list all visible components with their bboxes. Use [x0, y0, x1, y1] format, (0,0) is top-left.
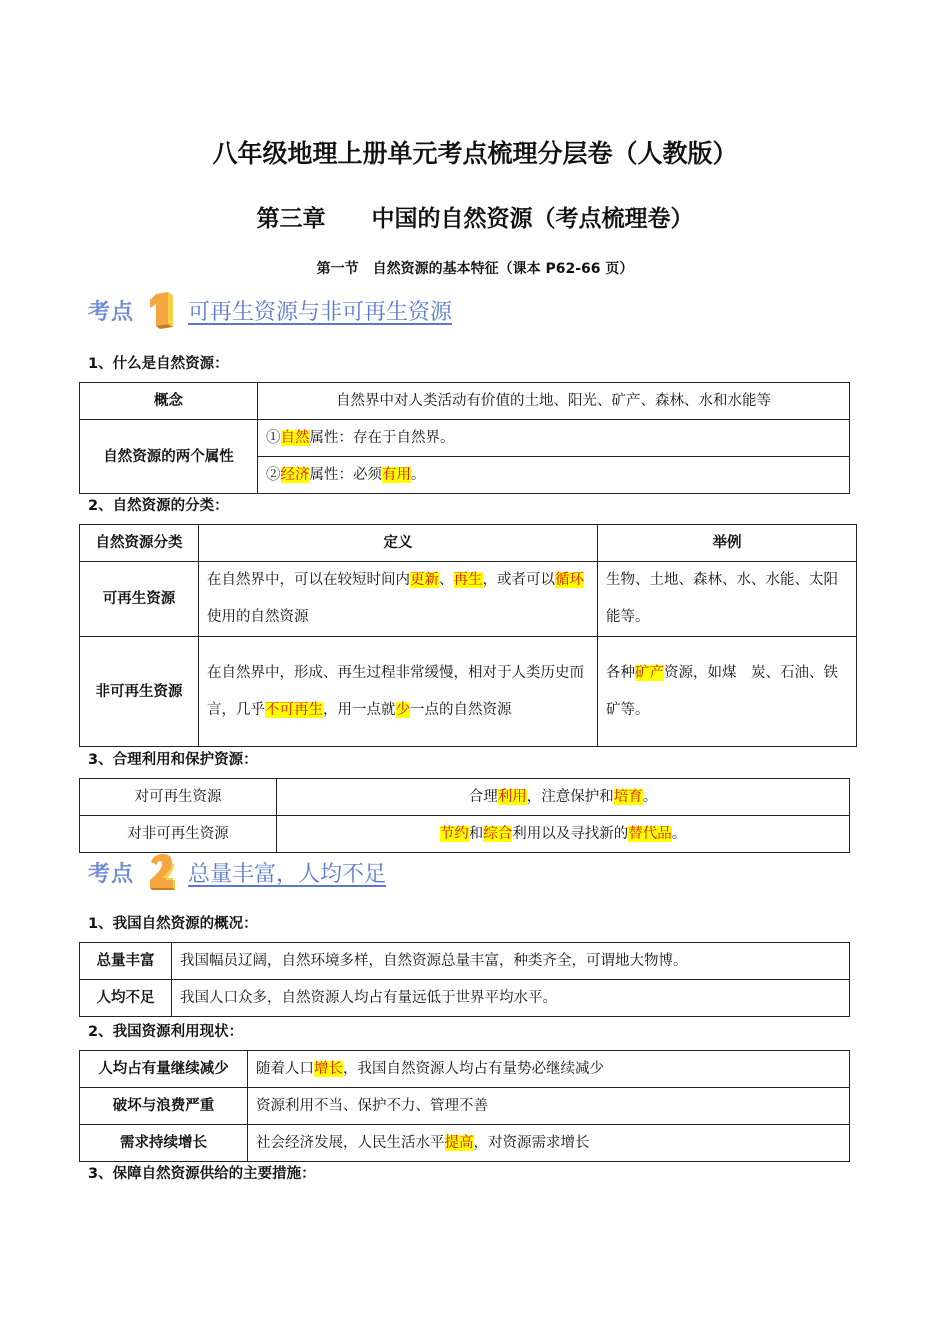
- table-row: [80, 816, 850, 853]
- status-decrease-text: 随着人口增长，我国自然资源人均占有量势必继续减少: [248, 1051, 850, 1088]
- table-row: [80, 525, 857, 562]
- renewable-definition: 在自然界中，可以在较短时间内更新、再生，或者可以循环使用的自然资源: [199, 562, 598, 637]
- classification-table: [79, 524, 857, 747]
- chapter-title: 第三章 中国的自然资源（考点梳理卷）: [256, 206, 694, 232]
- status-waste-label: 破坏与浪费严重: [80, 1088, 248, 1125]
- overview-table: [79, 942, 850, 1017]
- table-row: [80, 562, 857, 637]
- kaodian-title: 可再生资源与非可再生资源: [188, 299, 453, 325]
- heading-classification: 2、自然资源的分类：: [88, 498, 229, 514]
- protect-nonrenewable-label: 对非可再生资源: [80, 816, 277, 853]
- protect-nonrenewable-text: 节约和综合利用以及寻找新的替代品。: [277, 816, 850, 853]
- heading-what-is-resource: 1、什么是自然资源：: [88, 356, 229, 372]
- kaodian-label: 考点: [88, 861, 135, 887]
- total-abundant-text: 我国幅员辽阔，自然环境多样，自然资源总量丰富，种类齐全，可谓地大物博。: [172, 943, 850, 980]
- attribute-natural: ①自然属性：存在于自然界。: [258, 420, 850, 457]
- kaodian-banner-2: [88, 850, 386, 894]
- protect-renewable-label: 对可再生资源: [80, 779, 277, 816]
- nonrenewable-definition: 在自然界中，形成、再生过程非常缓慢，相对于人类历史而言，几乎不可再生，用一点就少一点的自然资源: [199, 637, 598, 747]
- kaodian-number-2-icon: [146, 852, 176, 892]
- kaodian-title: 总量丰富，人均不足: [188, 861, 387, 887]
- total-abundant-label: 总量丰富: [80, 943, 172, 980]
- concept-text: 自然界中对人类活动有价值的土地、阳光、矿产、森林、水和水能等: [258, 383, 850, 420]
- status-waste-text: 资源利用不当、保护不力、管理不善: [248, 1088, 850, 1125]
- heading-status: 2、我国资源利用现状：: [88, 1024, 244, 1040]
- table-row: [80, 1051, 850, 1088]
- heading-protect: 3、合理利用和保护资源：: [88, 752, 258, 768]
- protection-table: [79, 778, 850, 853]
- status-decrease-label: 人均占有量继续减少: [80, 1051, 248, 1088]
- table-row: [80, 980, 850, 1017]
- concept-label: 概念: [80, 383, 258, 420]
- table-row: [80, 1125, 850, 1162]
- attribute-economic: ②经济属性：必须有用。: [258, 457, 850, 494]
- status-demand-label: 需求持续增长: [80, 1125, 248, 1162]
- table-row: [80, 943, 850, 980]
- heading-measures: 3、保障自然资源供给的主要措施：: [88, 1166, 316, 1182]
- table-row: [80, 420, 850, 457]
- header-classification: 自然资源分类: [80, 525, 199, 562]
- table-row: [80, 637, 857, 747]
- status-demand-text: 社会经济发展，人民生活水平提高，对资源需求增长: [248, 1125, 850, 1162]
- kaodian-number-1-icon: [146, 290, 176, 330]
- page-title: 八年级地理上册单元考点梳理分层卷（人教版）: [212, 139, 738, 168]
- heading-overview: 1、我国自然资源的概况：: [88, 916, 258, 932]
- header-definition: 定义: [199, 525, 598, 562]
- kaodian-label: 考点: [88, 299, 135, 325]
- table-row: [80, 383, 850, 420]
- kaodian-banner-1: [88, 288, 452, 332]
- attributes-label: 自然资源的两个属性: [80, 420, 258, 494]
- per-capita-label: 人均不足: [80, 980, 172, 1017]
- renewable-label: 可再生资源: [80, 562, 199, 637]
- status-table: [79, 1050, 850, 1162]
- table-row: [80, 779, 850, 816]
- nonrenewable-example: 各种矿产资源，如煤 炭、石油、铁矿等。: [598, 637, 857, 747]
- nonrenewable-label: 非可再生资源: [80, 637, 199, 747]
- renewable-example: 生物、土地、森林、水、水能、太阳能等。: [598, 562, 857, 637]
- table-row: [80, 1088, 850, 1125]
- resource-concept-table: [79, 382, 850, 494]
- section-title: 第一节 自然资源的基本特征（课本 P62-66 页）: [316, 261, 634, 277]
- header-example: 举例: [598, 525, 857, 562]
- protect-renewable-text: 合理利用，注意保护和培育。: [277, 779, 850, 816]
- per-capita-text: 我国人口众多，自然资源人均占有量远低于世界平均水平。: [172, 980, 850, 1017]
